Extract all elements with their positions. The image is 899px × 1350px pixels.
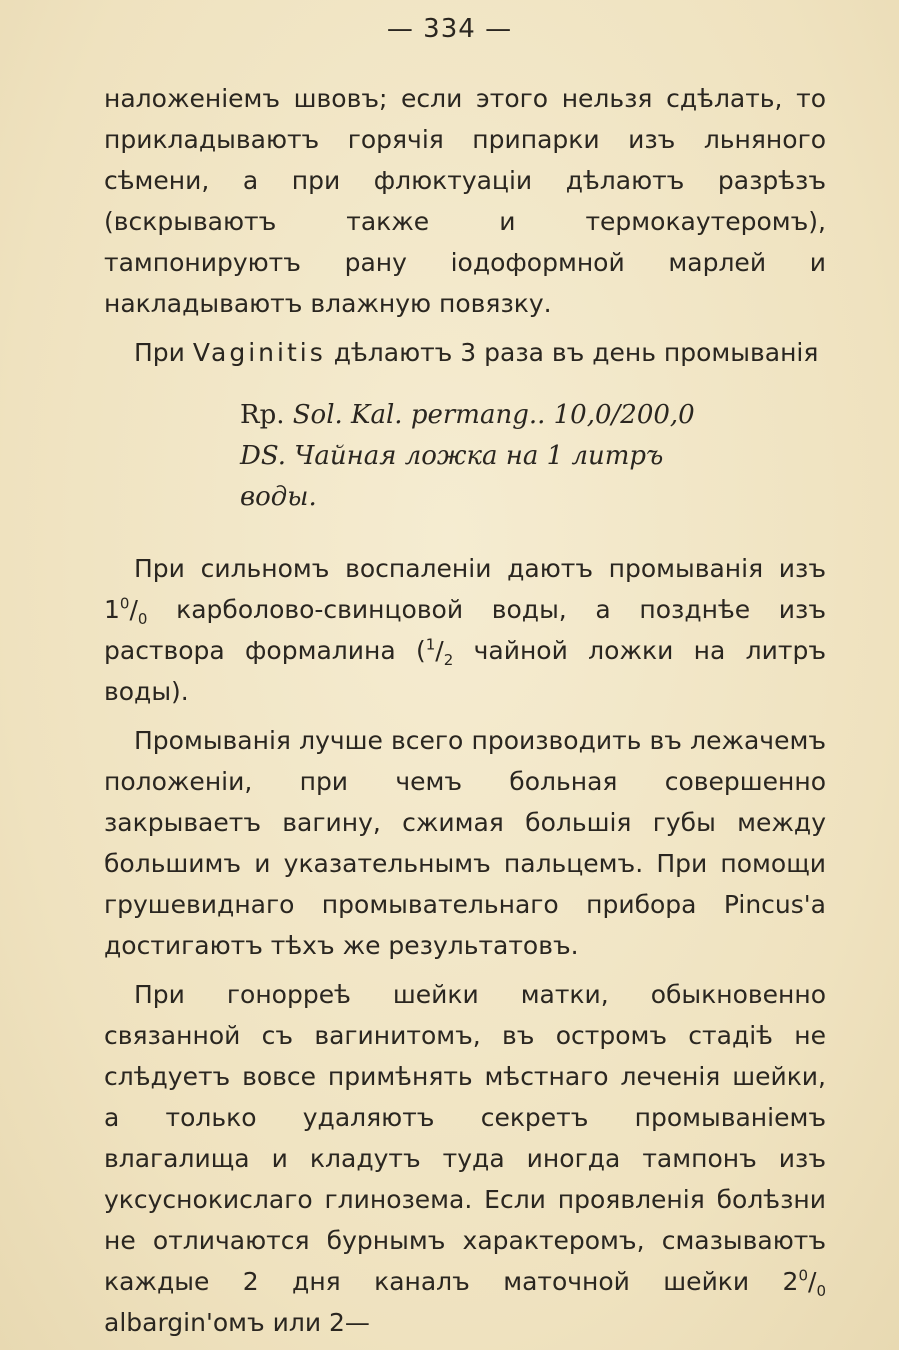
latin-term-vaginitis: Vaginitis	[192, 338, 326, 367]
percent-sup: 0	[798, 1266, 809, 1285]
percent-sub: 0	[137, 610, 148, 628]
p3-part1: При сильномъ воспаленіи даютъ промыванія изъ 1	[104, 554, 826, 624]
percent-sub: 0	[816, 1282, 826, 1300]
paragraph-1: наложеніемъ швовъ; если этого нельзя сдѣлать, то прикладываютъ горячія припарки изъ льняного сѣмени, а при флюктуаціи дѣлаютъ разрѣзъ (вскрываютъ также и термокаутеромъ), тампонируютъ рану іодоформной марлей и накладываютъ влажную повязку.	[104, 84, 826, 318]
p3-part3: чайной ложки на литръ воды).	[104, 636, 826, 706]
p2-after: дѣлаютъ 3 раза въ день промыванія	[333, 338, 819, 367]
paragraph-2	[104, 332, 826, 373]
page-number: — 334 —	[386, 14, 513, 44]
prescription-line-2: DS. Чайная ложка на 1 литръ	[240, 441, 664, 471]
paragraph-4: Промыванія лучше всего производить въ лежачемъ положеніи, при чемъ больная совершенно закрываетъ вагину, сжимая большія губы между большимъ и указательнымъ пальцемъ. При помощи грушевиднаго промывательнаго прибора Pincus'а достигаютъ тѣхъ же результатовъ.	[104, 726, 826, 960]
prescription-block	[240, 395, 826, 518]
paragraph-3: При сильномъ воспаленіи даютъ промыванія изъ $1^0/_0$ карболово-свинцовой воды, а позднѣе изъ раствора формалина ($^1/_2$ чайной ложки на литръ воды).	[104, 554, 827, 706]
fraction-numerator: 1	[425, 635, 436, 654]
body-text	[104, 78, 826, 1343]
prescription-line-1	[240, 395, 826, 436]
p3-part2: карболово-свинцовой воды, а позднѣе изъ раствора формалина (	[104, 595, 827, 665]
p5-part2: albargin'омъ или 2—	[104, 1308, 370, 1337]
fraction-denominator: 2	[443, 651, 454, 669]
prescription-line-3: воды.	[240, 482, 317, 512]
prescription-formula: Sol. Kal. permang.. 10,0/200,0	[292, 400, 695, 430]
p5-part1: При гонорреѣ шейки матки, обыкновенно связанной съ вагинитомъ, въ остромъ стадіѣ не слѣдуетъ вовсе примѣнять мѣстнаго леченія шейки, а только удаляютъ секретъ промываніемъ влагалища и кладутъ туда иногда тампонъ изъ уксуснокислаго глинозема. Если проявленія болѣзни не отличаются бурнымъ характеромъ, смазываютъ каждые 2 дня каналъ маточной шейки 2	[104, 980, 826, 1296]
percent-sup: 0	[119, 594, 130, 613]
p2-before: При	[134, 338, 185, 367]
prescription-rp: Rp.	[240, 400, 285, 430]
paragraph-5: При гонорреѣ шейки матки, обыкновенно связанной съ вагинитомъ, въ остромъ стадіѣ не слѣдуетъ вовсе примѣнять мѣстнаго леченія шейки, а только удаляютъ секретъ промываніемъ влагалища и кладутъ туда иногда тампонъ изъ уксуснокислаго глинозема. Если проявленія болѣзни не отличаются бурнымъ характеромъ, смазываютъ каждые 2 дня каналъ маточной шейки $2^0/_0$ albargin'омъ или 2—	[104, 980, 826, 1337]
